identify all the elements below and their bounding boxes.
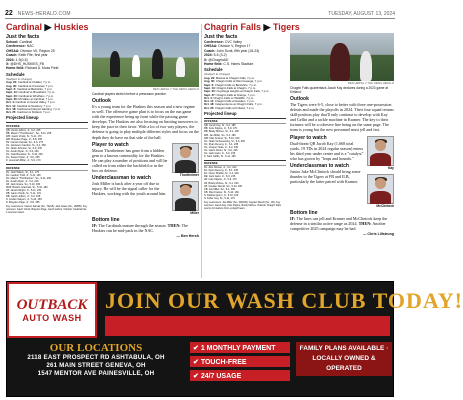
roster-row: DL: Ryan Deveny, Jr., 6-1, 235 — [204, 169, 238, 173]
roster-row: OL: Gavin Donio, Sr., 6-0, 225 — [204, 148, 238, 152]
ad-locations — [11, 342, 181, 378]
fact-row: OHSAA: Division V, Region 17 — [204, 44, 251, 49]
schedule-row: Sept. 13: Chagrin Falls at Chagrin, 7 p.m. — [204, 85, 256, 90]
perk-item: ✔ 1 MONTHLY PAYMENT — [190, 342, 290, 353]
facts-list — [204, 40, 286, 66]
roster-row: RB: Brady McKee, Sr., 6-1, 190 — [204, 130, 239, 134]
fact-row: Coach: John Scott, fifth year (18-23) — [204, 48, 260, 53]
player-to-watch-title: Player to watch — [290, 134, 327, 141]
chagrin-sidebar — [204, 33, 286, 289]
player-photo-name: Thortheimer — [179, 172, 199, 177]
schedule-row: Sept. 27: Chagrin Falls at Orange, 7 p.m. — [204, 92, 256, 97]
schedule-row: Sept. 13: Cardinal vs Brookfield, 7 p.m. — [6, 90, 55, 95]
schedule-note: (Subject to change) — [204, 72, 231, 77]
schedule-row: Sept. 26: Mi-Valley at Cardinal, 7 p.m. — [6, 96, 54, 101]
roster-row: LB: Cole Kilgore, Jr., 5-9, 170 — [204, 178, 237, 182]
player-photo — [172, 181, 199, 211]
cardinal-preview — [6, 22, 199, 280]
schedule-row: Oct. 18: Independence at Chagrin Falls, 7 p.m. — [204, 102, 263, 107]
fact-row: Home field: C.S. Harris Stadium — [204, 62, 254, 67]
roster-row: OL: Noah Johnson, Sr., 6-0, 230 — [6, 147, 42, 151]
column-divider — [201, 24, 202, 278]
roster-row: CB: Jax Miller, So., 6-1, 180 — [204, 187, 235, 191]
roster-row: QB: Jacob Jeffers, Jr., 6-0, 165 — [6, 128, 41, 132]
byline: — Chris Lillstrung — [362, 231, 394, 236]
roster-row: DL: Josh Wilson, Sr., 6-1, 175 — [6, 170, 40, 174]
roster-row: DL: Mason "Thortheimer", So., 5-11, 205 — [6, 176, 51, 180]
defense-label: DEFENSE — [204, 160, 286, 166]
location-address: 261 MAIN STREET GENEVA, OH — [46, 362, 146, 369]
roster-row: OL: Jack Gazo, Jr., 6-0, 215 — [204, 151, 236, 155]
headline-team-b: Tigers — [272, 22, 300, 32]
roster-row: WR: Jax Miller, So., 6-1, 180 — [204, 133, 236, 137]
chagrin-team-photo — [290, 33, 394, 81]
roster-row: K: Sam Griffis, Sr., 5-11, 165 — [204, 154, 236, 158]
roster-row: DL: Austin Ryan, Jr., 6-0, 240 — [6, 179, 39, 183]
ad-headline: JOIN OUR WASH CLUB TODAY! — [105, 288, 463, 313]
defense-roster — [6, 171, 88, 205]
players-block — [92, 140, 199, 215]
roster-row: LB: Brady McKee, Sr., 6-1, 190 — [204, 181, 239, 185]
outback-auto-wash-ad[interactable] — [6, 281, 463, 397]
bottom-line-text: IF: The lines can jell and Kramer and McClintock keep the defense in a similar active range as 2024. THEN: Another competitive 2025 campaign may be had. — [290, 215, 388, 231]
underclassman-text: Josh Miller is back after a year off due to injury. He will be the signal caller for the Huskies, working with the youth around him. — [92, 181, 167, 197]
schedule-note: (Subject to change) — [6, 76, 33, 81]
roster-row: DL: Alex Rocker, Jr., 6-2, 220 — [204, 166, 237, 170]
offense-label: OFFENSE — [6, 122, 88, 128]
headline-team-a: Cardinal — [6, 22, 43, 32]
roster-row: S: Robbie Quinn, Jr., 5-10, 160 — [204, 193, 239, 197]
photo-credit: BEN HERSH // THE NEWS-HERALD — [348, 82, 394, 85]
roster-row: LB: Jarrett Wright, Jr., 5-11, 230 — [6, 188, 42, 192]
roster-row: WR: Max Kramer, Sr., 5-10, 160 — [204, 136, 240, 140]
roster-row: DB: Gavin Vincik, Sr., 5-11, 170 — [6, 192, 41, 196]
defense-label: DEFENSE — [6, 164, 88, 170]
locations-title: OUR LOCATIONS — [49, 342, 143, 354]
roster-row: WR: Brayden Page, Jr., 5-8, 155 — [6, 137, 42, 141]
ad-perks — [190, 342, 290, 384]
bottom-line-text: IF: The Cardinals mature through the season. THEN: The Huskies can be mid-pack in the NAC. — [92, 222, 188, 233]
schedule-row: Sept. 20: Cardinal at Windham, 7 p.m. — [6, 93, 54, 98]
player-photo — [367, 136, 394, 166]
offense-roster — [204, 124, 286, 158]
byline: — Ben Hersh — [176, 233, 199, 238]
issue-date: TUESDAY, AUGUST 13, 2024 — [328, 10, 395, 17]
player-to-watch-text: Mason Thortheimer has gone from a hidden gem to a known commodity for the Huskies. He can play a number of positions and will be called on from either the backfield or in the box on defense. — [92, 147, 168, 174]
schedule-row: Oct. 4: Cardinal vs Grand Valley, 7 p.m. — [6, 100, 56, 105]
fact-row: Conference: CVC Valley — [204, 40, 242, 44]
schedule-title: Schedule — [6, 71, 25, 77]
headline-separator: ▶ — [44, 22, 52, 32]
player-photo-name: McClintock — [376, 203, 394, 208]
defense-roster — [204, 166, 286, 200]
schedule-row: Sept. 6: Cardinal at Berkshire, 7 p.m. — [6, 87, 53, 92]
chagrin-story — [290, 82, 394, 288]
outlook-text: The Tigers were 6-5, close to better with three one-possession defeats and made the playoffs in 2024. Their four squad returns skill-position play that'll only continue to develop with Kay and Gellin and a tackle machine in Kramer. The key to their fortunes will be a cohesive line being on the same page. The team is young but the new personnel must jell and fast. — [290, 102, 394, 133]
fact-row: Home field: Richard A. Moss Field — [6, 66, 59, 71]
roster-row: S: Asher Ivey, Sr., 5-11, 170 — [204, 196, 235, 200]
lineup-title: Projected lineup — [204, 111, 237, 116]
page-header — [5, 9, 395, 19]
schedule-row: Aug. 23: Mantua at Chagrin Falls, 7 p.m. — [204, 76, 255, 81]
logo-line-2: AUTO WASH — [22, 312, 82, 323]
player-to-watch-text: Dual-threat QB Jacob Kay (1,668 total yards, 19 TDs in 2024 regular season) enters his third year under center and is a "catalyst" who has grown by "leaps and bounds." — [290, 140, 364, 161]
schedule-row: Oct. 25: Cardinal vs Kirtland, 7 p.m. — [6, 110, 51, 115]
roster-row: RB: Mason "Thortheimer", So., 5-11, 205 — [6, 131, 52, 135]
roster-row: S: Jordan Salyers, Jr., 5-10, 165 — [6, 198, 42, 202]
logo-line-1: OUTBACK — [16, 296, 88, 313]
perk-item: ✔ TOUCH-FREE — [190, 356, 290, 367]
schedule-row: Aug. 30: Chagrin Falls at West Geauga, 7 p.m. — [204, 79, 263, 84]
publication-name: NEWS-HERALD.COM — [17, 10, 71, 17]
ad-tagline: FAMILY PLANS AVAILABLE · LOCALLY OWNED & OPERATED — [296, 342, 392, 376]
roster-row: QB: Jacob Kay, Sr., 6-2, 185 — [204, 124, 236, 128]
fact-row: Coach: Keith Fife, first year — [6, 53, 48, 58]
player-photo — [172, 143, 199, 173]
roster-row: MLB: Braxtin Gravindo, Sr., 5-10, 180 — [6, 185, 48, 189]
outlook-title: Outlook — [290, 96, 309, 102]
bottom-line-title: Bottom line — [92, 216, 120, 223]
headline-team-a: Chagrin Falls — [204, 22, 262, 32]
player-photo-name: Kay — [387, 165, 394, 170]
schedule-row: Aug. 23: Cardinal at Chalker, 7 p.m. — [6, 80, 51, 85]
location-address: 1547 MENTOR AVE PAINESVILLE, OH — [37, 370, 155, 377]
roster-row: DE: Jack Gazo, Jr., 6-0, 215 — [204, 175, 236, 179]
player-to-watch-title: Player to watch — [92, 141, 129, 148]
roster-row: DL: Owen Shaffer, Sr., 6-1, 200 — [204, 172, 239, 176]
roster-row: TE: Carson Karnak, So., 6-0, 175 — [6, 140, 43, 144]
schedule-row: Sept. 20: Cuyahoga Heights at Chagrin Falls, 7 p.m. — [204, 89, 270, 94]
page-number: 22 — [5, 10, 13, 17]
facts-title: Just the facts — [6, 34, 40, 40]
photo-credit: BEN HERSH // THE NEWS-HERALD — [153, 88, 199, 91]
roster-row: OL: Noah Vichnevetsky, Sr., 6-3, 250 — [204, 139, 245, 143]
underclassman-title: Underclassman to watch — [290, 162, 349, 169]
schedule-list — [6, 78, 88, 115]
facts-list — [6, 40, 88, 71]
roster-row: LB: Jack Grace, So., 5-10, 180 — [6, 182, 41, 186]
player-photo-name: Miller — [190, 210, 199, 215]
mugshots — [172, 140, 199, 215]
schedule-list — [204, 73, 286, 110]
cardinal-sidebar — [6, 33, 88, 289]
schedule-row: Oct. 11: Chagrin Falls at Hawken, 7 p.m. — [204, 99, 255, 104]
roster-row: OL: Cooper Hoke, Jr., 6-2, 230 — [204, 145, 239, 149]
roster-row: DB: Jacob Jeffers, Jr., 6-0, 165 — [6, 195, 41, 199]
roster-note: Key newcomers: Jax Miller (So., WR/CB); Cayden Wendt (So., LB). Key returners: Jacob Kay, Cole Kilgore, Brady McKee. Outlook: Chagrin Falls returns 10 starters from a playoff team. — [204, 200, 281, 210]
schedule-row: Sept. 6: Chagrin Falls vs Berkshire, 7 p.m. — [204, 82, 257, 87]
schedule-row: Oct. 25: Chagrin Falls at Kirtland, 7 p.m. — [204, 105, 255, 110]
lineup-title: Projected lineup — [6, 115, 39, 121]
fact-row: 2024: 1-9(0-5) — [6, 57, 28, 62]
photo-caption: Cardinal players stretch before a preseason practice. — [92, 92, 167, 96]
fact-row: 2024: 5-5 (3-2) — [204, 53, 227, 58]
outlook-text: It's a young team for the Huskies this season and a new regime as well. The offensive game plan is to focus on the run game with the experience being up front while the passing game develops. The Huskies are also focusing on limiting turnovers to keep the pace in their favor. With a lot of two-way players, the defense is going to play multiple different styles and focus on the depth they do have on that side of the ball. — [92, 104, 199, 140]
facts-title: Just the facts — [204, 34, 238, 40]
players-block — [290, 133, 394, 208]
location-address: 2118 EAST PROSPECT RD ASHTABULA, OH — [27, 354, 165, 361]
schedule-row: Oct. 18: Cardinal at Fairport Harding, 7 p.m. — [6, 106, 61, 111]
roster-row: OL: Kasen Kipfer, Jr., 6-0, 235 — [6, 156, 40, 160]
cardinal-team-photo — [92, 33, 199, 87]
roster-row: DL: Landon Trolli, Jr., 5-11, 190 — [6, 173, 41, 177]
outback-logo — [7, 282, 97, 338]
roster-row: LB: Cayden Wendt, So., 5-10, 180 — [204, 184, 243, 188]
perk-item: ✔ 24/7 USAGE — [190, 370, 290, 381]
roster-row: OL: Jamieson Cantlon, Sr., 6-1, 250 — [6, 144, 46, 148]
ad-banner-stripe — [105, 316, 390, 336]
outlook-title: Outlook — [92, 98, 111, 104]
roster-row: RB: Cole Kilgore, Jr., 5-9, 170 — [204, 127, 238, 131]
cardinal-story — [92, 88, 199, 288]
roster-row: OL: Austin Ryan, Jr., 6-0, 240 — [6, 150, 39, 154]
underclassman-text: Junior Jake McClintock should bring some thunder to the Tigers at FB and ILB, particularly the latter paired with Kramer. — [290, 168, 361, 185]
mugshots — [367, 133, 394, 208]
roster-row: K: Jeremiah Miller, Jr., 5-9, 170 — [6, 159, 41, 163]
offense-label: OFFENSE — [204, 118, 286, 124]
schedule-row: Oct. 4: Chagrin Falls vs Wickliffe, 7 p.m. — [204, 95, 255, 100]
roster-row: CB: Max Kramer, Sr., 5-10, 160 — [204, 190, 239, 194]
roster-row: OL: Ryan Deveny, Jr., 6-1, 235 — [204, 142, 239, 146]
fact-row: X: @ChagrinAD — [204, 57, 229, 62]
roster-row: WR: Gavin Vincik, Sr., 5-11, 170 — [6, 134, 42, 138]
fact-row: School: Cardinal — [6, 40, 33, 44]
headline-team-b: Huskies — [53, 22, 89, 32]
chagrin-headline — [204, 22, 394, 33]
player-photo — [367, 174, 394, 204]
roster-row: OL: Cale Brewster, Sr., 5-10, 200 — [6, 153, 43, 157]
schedule-row: Aug. 30: Cardinal at Crestview, 7 p.m. — [6, 83, 54, 88]
roster-note: Key newcomers: Carson Karnak (So., TE/LB); Jack Grace (So., LB/RB). Key returners: Gavin Vincik, Brayden Page, Jacob Jeffers. Outlook: Cardinal has 3 returners listed. — [6, 205, 88, 215]
schedule-row: Oct. 11: Cardinal at Newbury, 7 p.m. — [6, 103, 52, 108]
cardinal-headline — [6, 22, 199, 33]
headline-separator: ▶ — [263, 22, 271, 32]
bottom-line-title: Bottom line — [290, 209, 318, 216]
roster-row: S: Brayden Page, Jr., 5-8, 155 — [6, 201, 40, 205]
offense-roster — [6, 129, 88, 163]
photo-caption: Chagrin Falls quarterback Jacob Kay declares during a 2023 game at Kirtland. — [290, 86, 388, 94]
chagrin-preview — [204, 22, 394, 280]
fact-row: OHSAA: Division VII, Region 25 — [6, 48, 55, 53]
fact-row: Conference: NAC — [6, 44, 34, 49]
fact-row: X: @DHS_HUSKIES_FB — [6, 62, 44, 67]
schedule-title: Schedule — [204, 67, 223, 73]
underclassman-title: Underclassman to watch — [92, 175, 151, 182]
